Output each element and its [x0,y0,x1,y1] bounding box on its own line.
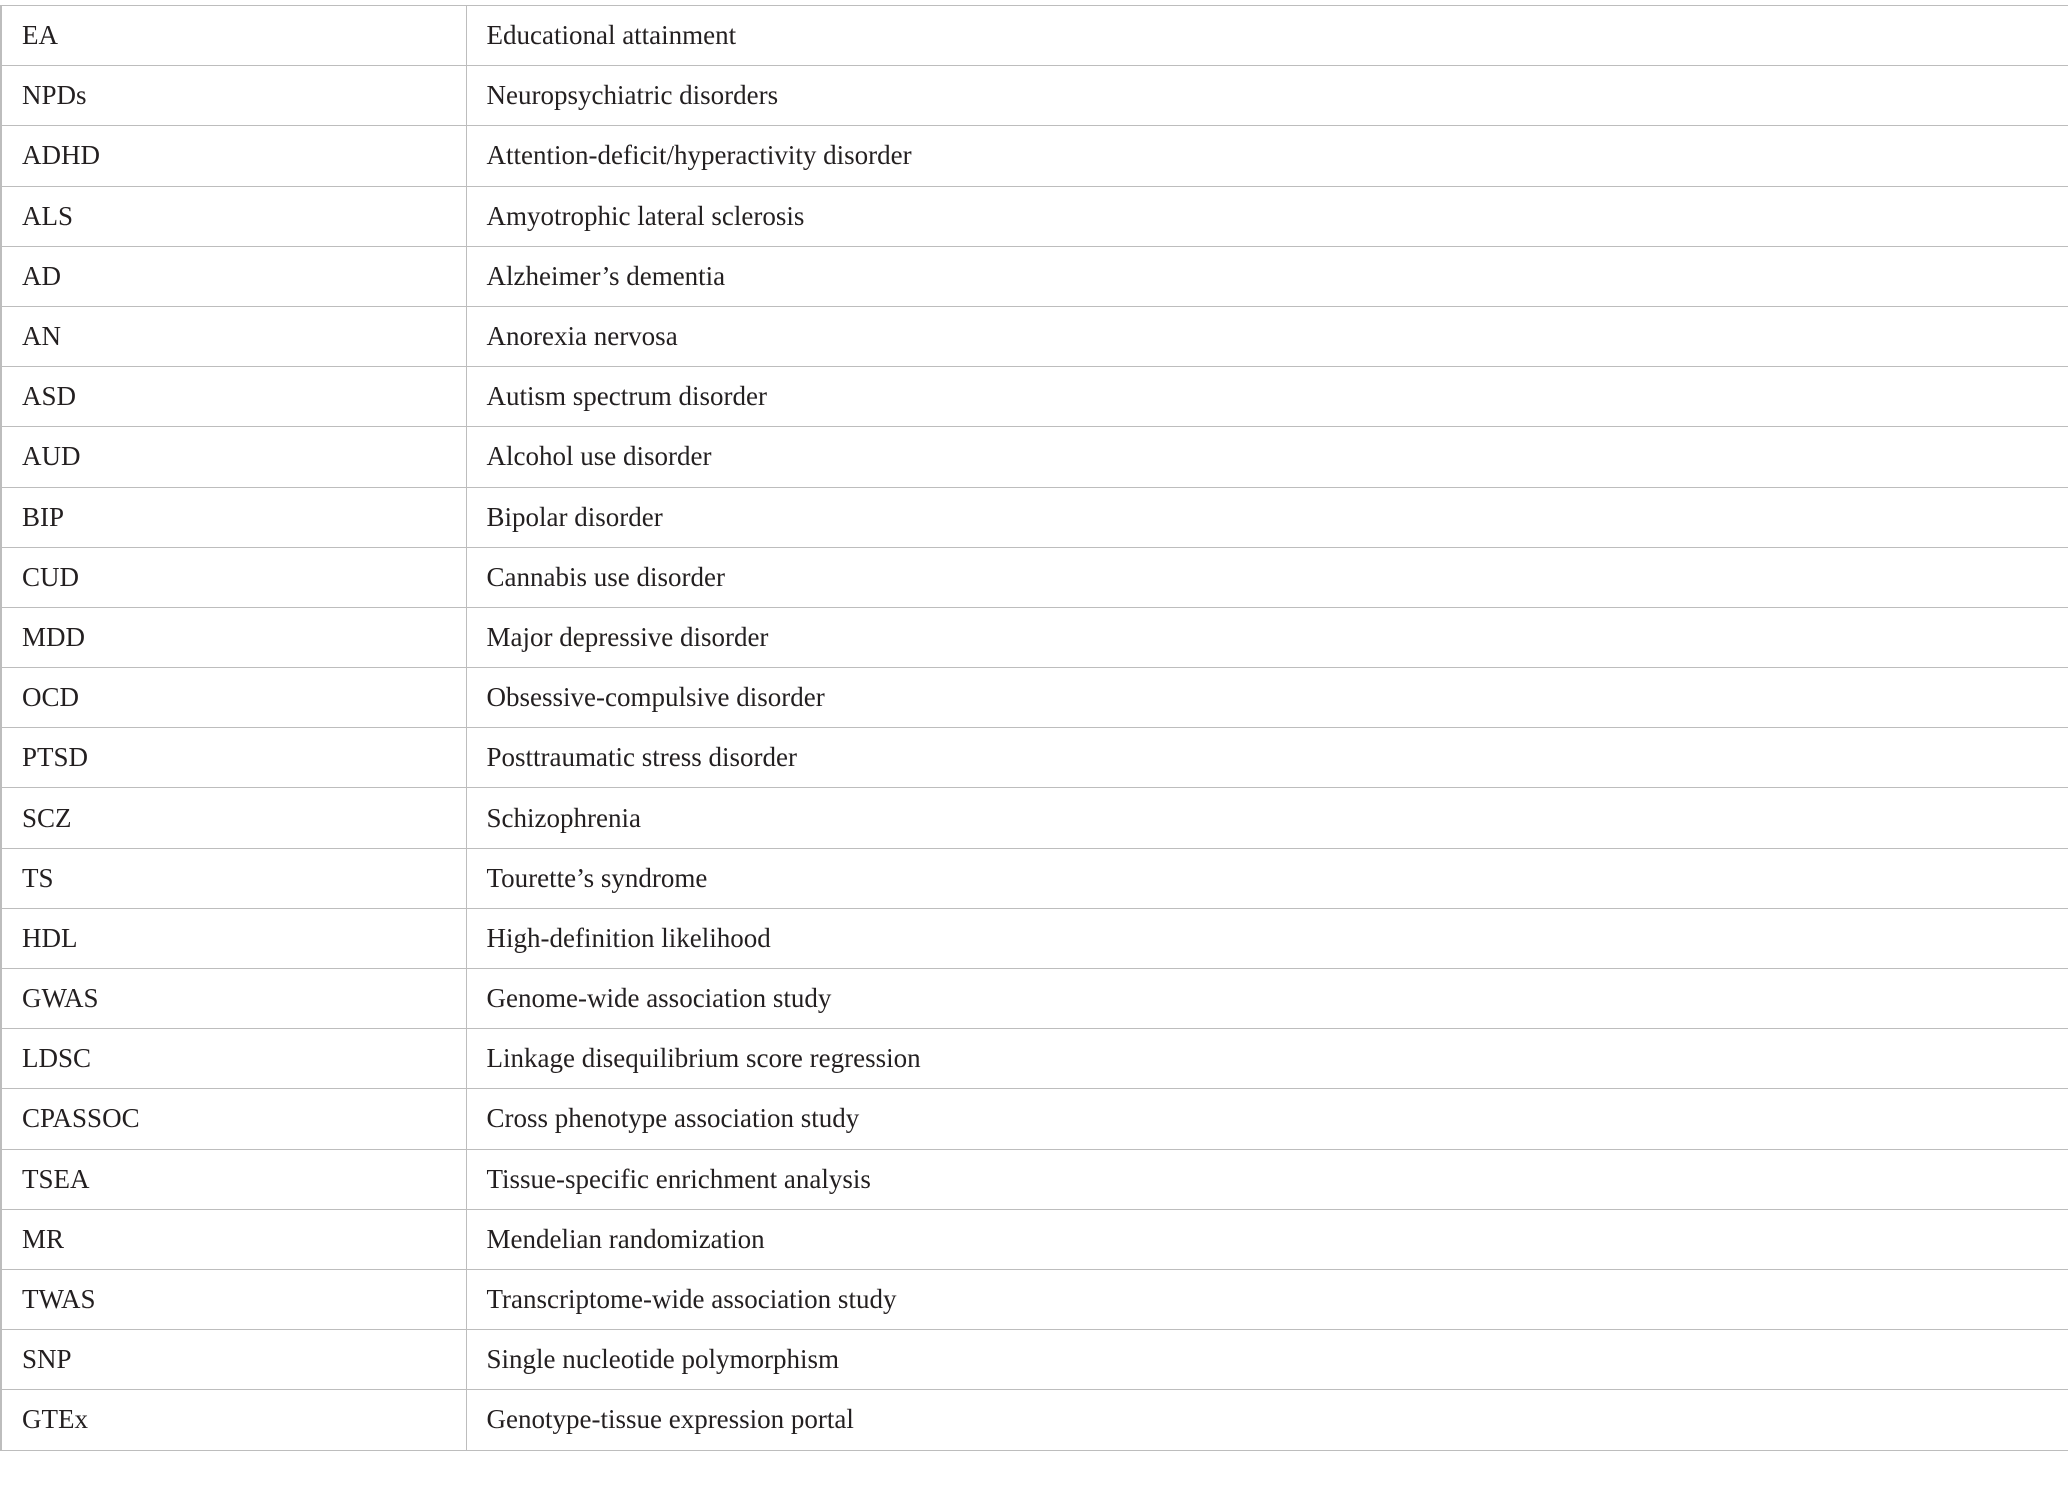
definition-cell: Cross phenotype association study [466,1089,2068,1149]
table-row [1,306,2068,366]
abbreviation-cell: CPASSOC [1,1089,466,1149]
table-row [1,607,2068,667]
abbreviations-table [0,5,2068,1451]
definition-cell: Posttraumatic stress disorder [466,728,2068,788]
abbreviation-cell: ALS [1,186,466,246]
table-row [1,668,2068,728]
table-row [1,487,2068,547]
definition-cell: Neuropsychiatric disorders [466,66,2068,126]
table-row [1,126,2068,186]
abbreviation-cell: SNP [1,1330,466,1390]
definition-cell: Autism spectrum disorder [466,367,2068,427]
abbreviation-cell: GWAS [1,969,466,1029]
definition-cell: Genome-wide association study [466,969,2068,1029]
table-row [1,6,2068,66]
abbreviation-cell: CUD [1,547,466,607]
abbreviation-cell: ADHD [1,126,466,186]
abbreviation-cell: OCD [1,668,466,728]
table-row [1,1149,2068,1209]
table-row [1,547,2068,607]
abbreviation-cell: PTSD [1,728,466,788]
table-row [1,1330,2068,1390]
table-row [1,246,2068,306]
table-row [1,788,2068,848]
definition-cell: Alzheimer’s dementia [466,246,2068,306]
definition-cell: Schizophrenia [466,788,2068,848]
abbreviation-cell: ASD [1,367,466,427]
definition-cell: Bipolar disorder [466,487,2068,547]
definition-cell: Linkage disequilibrium score regression [466,1029,2068,1089]
table-row [1,1089,2068,1149]
abbreviation-cell: MR [1,1209,466,1269]
table-row [1,66,2068,126]
abbreviation-cell: MDD [1,607,466,667]
definition-cell: Attention-deficit/hyperactivity disorder [466,126,2068,186]
definition-cell: Educational attainment [466,6,2068,66]
definition-cell: Genotype-tissue expression portal [466,1390,2068,1450]
abbreviation-cell: TSEA [1,1149,466,1209]
definition-cell: Major depressive disorder [466,607,2068,667]
abbreviations-table-body [1,6,2068,1451]
definition-cell: Amyotrophic lateral sclerosis [466,186,2068,246]
table-row [1,1209,2068,1269]
abbreviation-cell: NPDs [1,66,466,126]
table-row [1,367,2068,427]
definition-cell: Anorexia nervosa [466,306,2068,366]
table-row [1,1390,2068,1450]
definition-cell: Alcohol use disorder [466,427,2068,487]
table-row [1,427,2068,487]
table-row [1,969,2068,1029]
definition-cell: Mendelian randomization [466,1209,2068,1269]
table-row [1,1269,2068,1329]
table-row [1,1029,2068,1089]
definition-cell: Single nucleotide polymorphism [466,1330,2068,1390]
table-row [1,186,2068,246]
definition-cell: High-definition likelihood [466,908,2068,968]
definition-cell: Tissue-specific enrichment analysis [466,1149,2068,1209]
definition-cell: Obsessive-compulsive disorder [466,668,2068,728]
definition-cell: Transcriptome-wide association study [466,1269,2068,1329]
abbreviation-cell: BIP [1,487,466,547]
abbreviation-cell: SCZ [1,788,466,848]
abbreviation-cell: TS [1,848,466,908]
abbreviation-cell: TWAS [1,1269,466,1329]
definition-cell: Tourette’s syndrome [466,848,2068,908]
table-row [1,908,2068,968]
abbreviation-cell: AN [1,306,466,366]
abbreviation-cell: LDSC [1,1029,466,1089]
table-row [1,848,2068,908]
abbreviation-cell: AD [1,246,466,306]
abbreviation-cell: GTEx [1,1390,466,1450]
definition-cell: Cannabis use disorder [466,547,2068,607]
abbreviation-cell: HDL [1,908,466,968]
table-row [1,728,2068,788]
abbreviation-cell: AUD [1,427,466,487]
abbreviation-cell: EA [1,6,466,66]
